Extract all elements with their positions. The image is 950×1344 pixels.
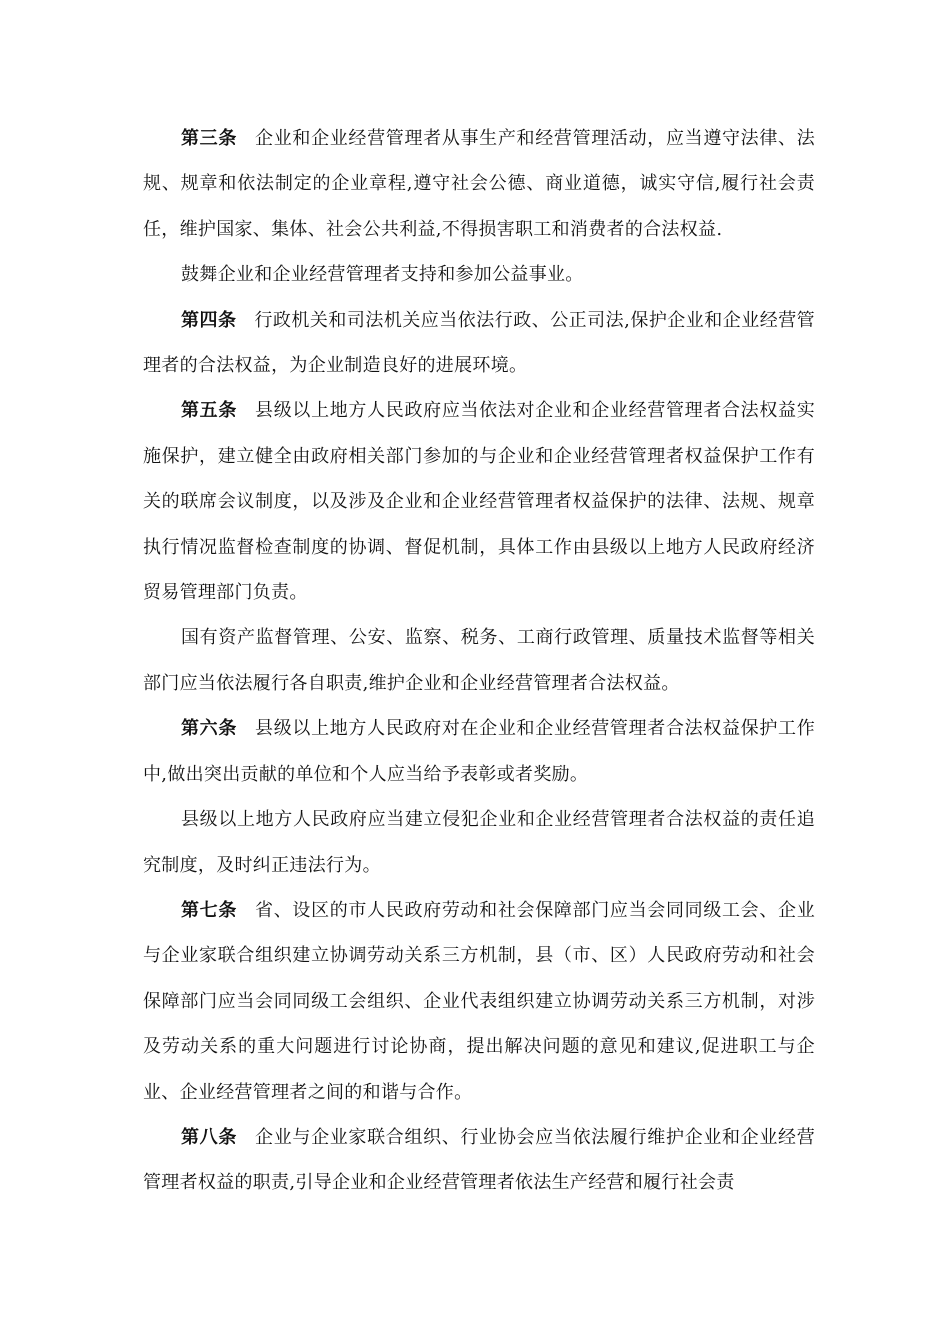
article-label: 第八条 xyxy=(181,1126,238,1148)
paragraph-article-8 xyxy=(143,1115,815,1206)
article-label: 第七条 xyxy=(181,899,238,921)
paragraph-text: 县级以上地方人民政府应当依法对企业和企业经营管理者合法权益实施保护，建立健全由政府相关部门参加的与企业和企业经营管理者权益保护工作有关的联席会议制度，以及涉及企业和企业经营管理者权益保护的法律、法规、规章执行情况监督检查制度的协调、督促机制，具体工作由县级以上地方人民政府经济贸易管理部门负责。 xyxy=(143,400,816,604)
article-label: 第四条 xyxy=(181,309,237,331)
paragraph-article-5 xyxy=(143,388,815,615)
paragraph-article-7 xyxy=(143,888,815,1115)
paragraph-text: 企业和企业经营管理者从事生产和经营管理活动，应当遵守法律、法规、规章和依法制定的企业章程,遵守社会公德、商业道德，诚实守信,履行社会责任，维护国家、集体、社会公共利益,不得损害职工和消费者的合法权益. xyxy=(143,128,816,240)
paragraph-text: 鼓舞企业和企业经营管理者支持和参加公益事业。 xyxy=(181,264,584,286)
paragraph-text: 县级以上地方人民政府对在企业和企业经营管理者合法权益保护工作中,做出突出贡献的单位和个人应当给予表彰或者奖励。 xyxy=(143,718,816,785)
paragraph-article-6 xyxy=(143,706,815,797)
article-label: 第六条 xyxy=(181,718,238,740)
paragraph-text: 行政机关和司法机关应当依法行政、公正司法,保护企业和企业经营管理者的合法权益，为企业制造良好的进展环境。 xyxy=(143,309,815,377)
paragraph-text: 国有资产监督管理、公安、监察、税务、工商行政管理、质量技术监督等相关部门应当依法履行各自职责,维护企业和企业经营管理者合法权益。 xyxy=(143,627,815,694)
document-body xyxy=(143,116,815,1206)
paragraph-article-3-clause-2 xyxy=(143,252,815,297)
paragraph-article-3 xyxy=(143,116,815,252)
paragraph-article-6-clause-2 xyxy=(143,797,815,888)
article-label: 第五条 xyxy=(181,400,238,422)
paragraph-text: 省、设区的市人民政府劳动和社会保障部门应当会同同级工会、企业与企业家联合组织建立协调劳动关系三方机制，县（市、区）人民政府劳动和社会保障部门应当会同同级工会组织、企业代表组织建立协调劳动关系三方机制，对涉及劳动关系的重大问题进行讨论协商，提出解决问题的意见和建议,促进职工与企业、企业经营管理者之间的和谐与合作。 xyxy=(143,899,816,1103)
paragraph-article-4 xyxy=(143,298,815,389)
paragraph-text: 企业与企业家联合组织、行业协会应当依法履行维护企业和企业经营管理者权益的职责,引导企业和企业经营管理者依法生产经营和履行社会责 xyxy=(143,1126,816,1194)
paragraph-text: 县级以上地方人民政府应当建立侵犯企业和企业经营管理者合法权益的责任追究制度，及时纠正违法行为。 xyxy=(143,809,815,876)
paragraph-article-5-clause-2 xyxy=(143,615,815,706)
article-label: 第三条 xyxy=(181,128,238,149)
